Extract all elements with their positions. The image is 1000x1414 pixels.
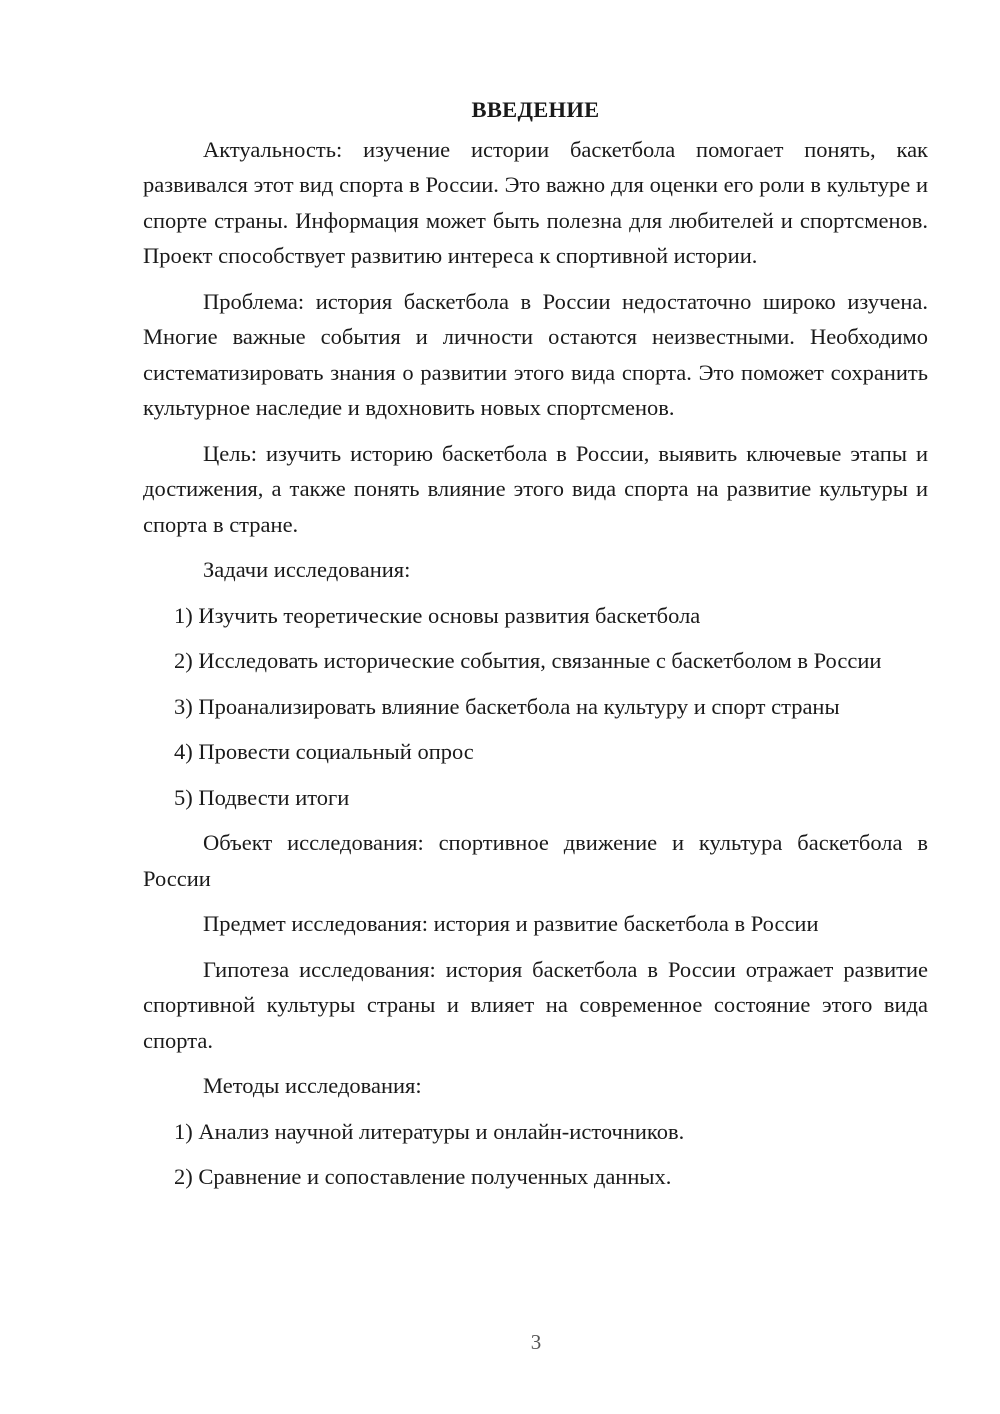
relevance-paragraph: Актуальность: изучение истории баскетбола помогает понять, как развивался этот вид спорта в России. Это важно для оценки его роли в культуре и спорте страны. Информация может быть полезна для любителей и спортсменов. Проект способствует развитию интереса к спортивной истории.	[143, 136, 928, 268]
task-item-2: 2) Исследовать исторические события, связанные с баскетболом в России	[174, 648, 882, 673]
page-number: 3	[530, 1330, 542, 1354]
goal-paragraph: Цель: изучить историю баскетбола в России, выявить ключевые этапы и достижения, а также понять влияние этого вида спорта на развитие культуры и спорта в стране.	[143, 440, 928, 537]
document-page	[143, 92, 928, 1205]
method-item-2: 2) Сравнение и сопоставление полученных данных.	[174, 1164, 672, 1189]
hypothesis-paragraph: Гипотеза исследования: история баскетбола в России отражает развитие спортивной культуры страны и влияет на современное состояние этого вида спорта.	[143, 956, 928, 1053]
task-item-1: 1) Изучить теоретические основы развития баскетбола	[174, 602, 701, 628]
object-paragraph: Объект исследования: спортивное движение и культура баскетбола в России	[143, 830, 928, 891]
task-item-5: 5) Подвести итоги	[174, 784, 350, 810]
section-title: ВВЕДЕНИЕ	[471, 97, 600, 122]
task-item-4: 4) Провести социальный опрос	[174, 739, 474, 764]
subject-paragraph: Предмет исследования: история и развитие баскетбола в России	[203, 911, 819, 936]
methods-label: Методы исследования:	[203, 1073, 422, 1098]
method-item-1: 1) Анализ научной литературы и онлайн-источников.	[174, 1118, 685, 1144]
task-item-3: 3) Проанализировать влияние баскетбола на культуру и спорт страны	[174, 693, 840, 719]
tasks-label: Задачи исследования:	[203, 557, 411, 582]
problem-paragraph: Проблема: история баскетбола в России недостаточно широко изучена. Многие важные события и личности остаются неизвестными. Необходимо систематизировать знания о развитии этого вида спорта. Это поможет сохранить культурное наследие и вдохновить новых спортсменов.	[143, 288, 928, 420]
